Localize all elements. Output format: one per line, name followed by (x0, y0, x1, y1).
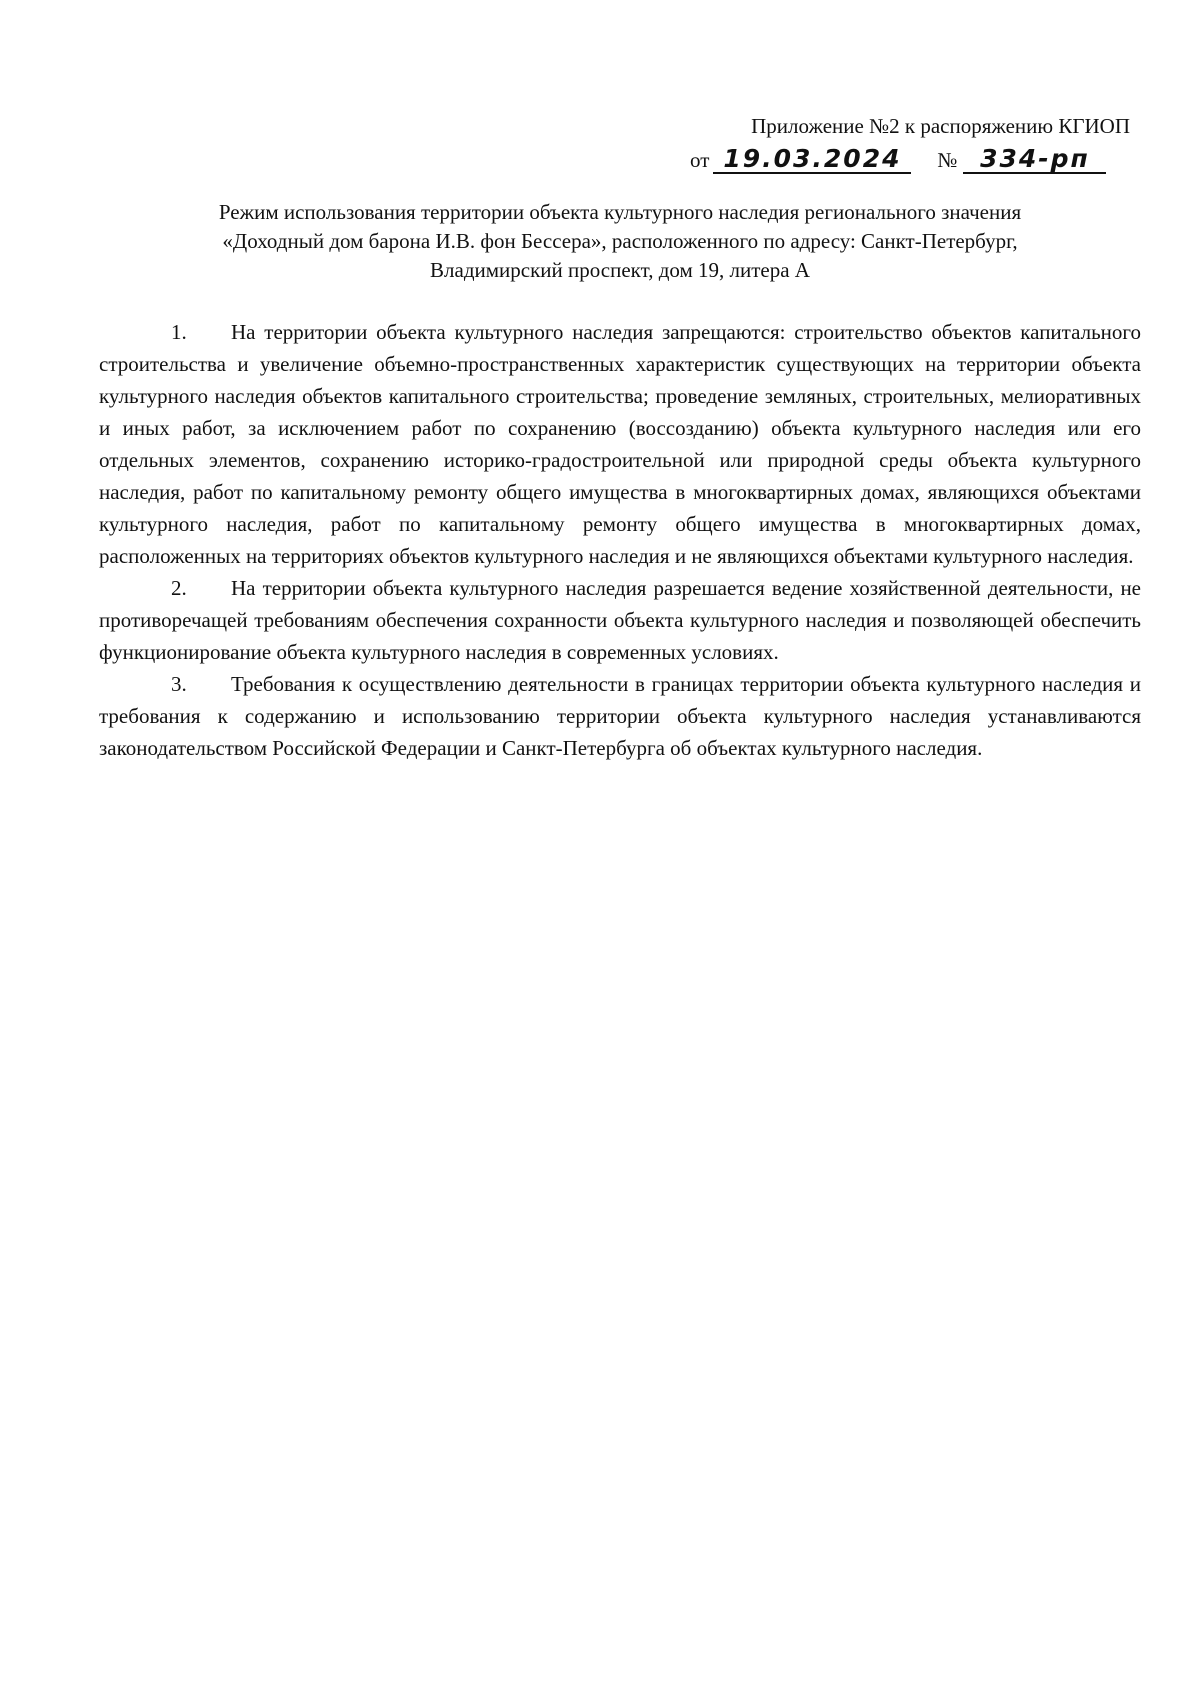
handwritten-order-date: 19.03.2024 (713, 146, 911, 174)
title-line-2: «Доходный дом барона И.В. фон Бессера», расположенного по адресу: Санкт-Петербург, (222, 229, 1018, 253)
paragraph-number: 2. (171, 576, 187, 600)
paragraph-1 (99, 316, 1141, 572)
document-body (99, 316, 1141, 764)
order-date-number-line (690, 140, 1130, 174)
handwritten-order-number: 334-рп (963, 146, 1106, 174)
appendix-header (690, 112, 1130, 174)
date-prefix: от (690, 148, 710, 172)
title-line-3: Владимирский проспект, дом 19, литера А (430, 258, 810, 282)
paragraph-number: 3. (171, 672, 187, 696)
title-line-1: Режим использования территории объекта культурного наследия регионального значения (218, 200, 1022, 224)
paragraph-text: Требования к осуществлению деятельности в границах территории объекта культурного наследия и требования к содержанию и использованию территории объекта культурного наследия устанавливаются законодательством Российской Федерации и Санкт-Петербурга об объектах культурного наследия. (99, 672, 1141, 760)
paragraph-3 (99, 668, 1141, 764)
paragraph-text: На территории объекта культурного наследия разрешается ведение хозяйственной деятельности, не противоречащей требованиям обеспечения сохранности объекта культурного наследия и позволяющей обеспечить функционирование объекта культурного наследия в современных условиях. (99, 576, 1141, 664)
appendix-reference: Приложение №2 к распоряжению КГИОП (751, 114, 1130, 138)
paragraph-2 (99, 572, 1141, 668)
document-title (100, 198, 1140, 285)
number-prefix: № (937, 148, 958, 172)
paragraph-number: 1. (171, 320, 187, 344)
paragraph-text: На территории объекта культурного наследия запрещаются: строительство объектов капитального строительства и увеличение объемно-пространственных характеристик существующих на территории объекта культурного наследия объектов капитального строительства; проведение земляных, строительных, мелиоративных и иных работ, за исключением работ по сохранению (воссозданию) объекта культурного наследия или его отдельных элементов, сохранению историко-градостроительной или природной среды объекта культурного наследия, работ по капитальному ремонту общего имущества в многоквартирных домах, являющихся объектами культурного наследия, работ по капитальному ремонту общего имущества в многоквартирных домах, расположенных на территориях объектов культурного наследия и не являющихся объектами культурного наследия. (99, 320, 1141, 568)
